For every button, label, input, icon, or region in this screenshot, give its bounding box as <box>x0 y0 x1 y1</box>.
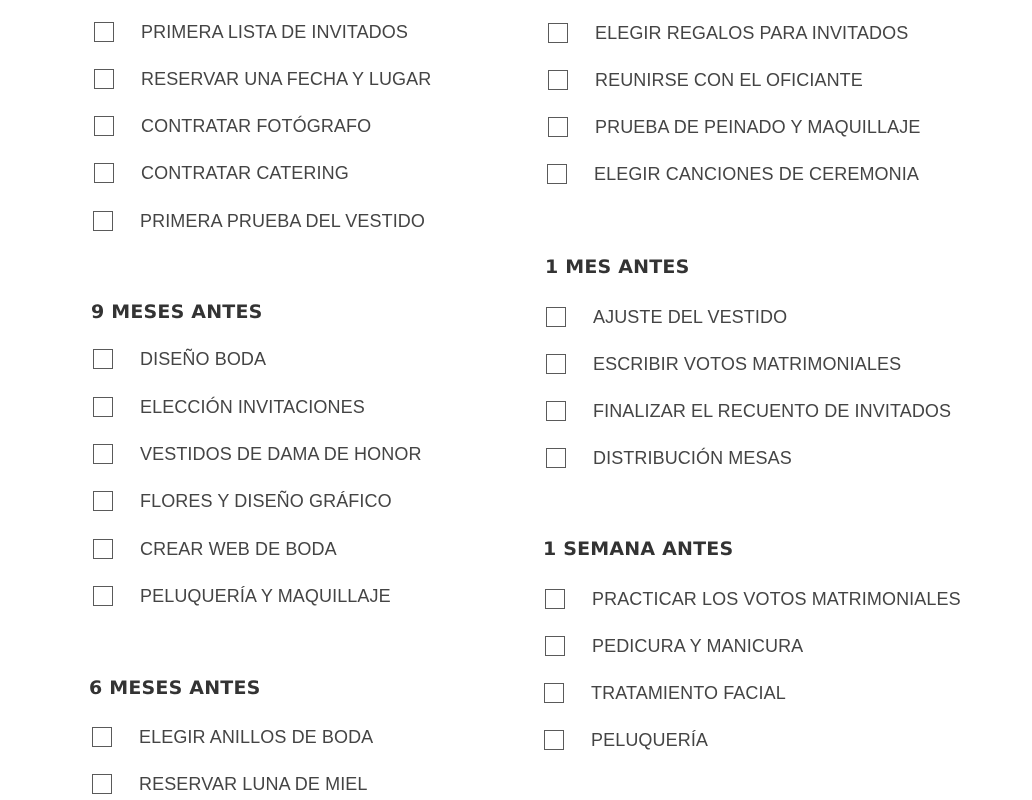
checkbox[interactable] <box>544 683 564 703</box>
checkbox[interactable] <box>547 164 567 184</box>
checklist-item-label: CONTRATAR FOTÓGRAFO <box>141 115 372 136</box>
checkbox[interactable] <box>544 730 564 750</box>
checklist-item[interactable] <box>548 115 920 139</box>
checklist-item[interactable] <box>92 725 373 749</box>
section-title: 1 MES ANTES <box>545 256 690 278</box>
checklist-item-label: PELUQUERÍA Y MAQUILLAJE <box>140 585 391 606</box>
checklist-item[interactable] <box>93 395 365 419</box>
checklist-item[interactable] <box>546 305 787 329</box>
checklist-item-label: ELECCIÓN INVITACIONES <box>140 396 365 417</box>
checklist-item[interactable] <box>93 584 391 608</box>
checkbox[interactable] <box>545 589 565 609</box>
checklist-item-label: ELEGIR REGALOS PARA INVITADOS <box>595 22 909 43</box>
checklist-item[interactable] <box>544 681 786 705</box>
checklist-item[interactable] <box>93 347 266 371</box>
checklist-item-label: VESTIDOS DE DAMA DE HONOR <box>140 443 422 464</box>
checkbox[interactable] <box>93 211 113 231</box>
checklist-item-label: PEDICURA Y MANICURA <box>592 635 804 656</box>
checkbox[interactable] <box>92 774 112 794</box>
checklist-item[interactable] <box>94 161 349 185</box>
checkbox[interactable] <box>546 401 566 421</box>
checklist-item-label: FINALIZAR EL RECUENTO DE INVITADOS <box>593 400 952 421</box>
checklist-item-label: TRATAMIENTO FACIAL <box>591 682 786 703</box>
checklist-item-label: CONTRATAR CATERING <box>141 162 349 183</box>
checklist-item[interactable] <box>93 489 392 513</box>
checklist-item[interactable] <box>548 68 863 92</box>
checklist-item[interactable] <box>93 537 337 561</box>
checklist-item-label: PRIMERA PRUEBA DEL VESTIDO <box>140 210 426 231</box>
checklist-item[interactable] <box>548 21 908 45</box>
checklist-item-label: FLORES Y DISEÑO GRÁFICO <box>140 490 392 511</box>
checklist-item[interactable] <box>94 67 431 91</box>
checklist-item-label: DISEÑO BODA <box>140 348 267 369</box>
checkbox[interactable] <box>94 22 114 42</box>
checklist-item-label: PRIMERA LISTA DE INVITADOS <box>141 21 408 42</box>
checkbox[interactable] <box>94 69 114 89</box>
checklist-item-label: REUNIRSE CON EL OFICIANTE <box>595 69 863 90</box>
checklist-item[interactable] <box>545 587 961 611</box>
checkbox[interactable] <box>93 444 113 464</box>
checkbox[interactable] <box>546 354 566 374</box>
checkbox[interactable] <box>93 397 113 417</box>
checklist-item[interactable] <box>93 209 425 233</box>
checklist-item[interactable] <box>544 728 708 752</box>
section-title: 6 MESES ANTES <box>89 677 261 699</box>
checklist-item-label: PRUEBA DE PEINADO Y MAQUILLAJE <box>595 116 921 137</box>
section-title: 9 MESES ANTES <box>91 301 263 323</box>
checklist-item-label: ELEGIR ANILLOS DE BODA <box>139 726 374 747</box>
checkbox[interactable] <box>548 70 568 90</box>
checkbox[interactable] <box>94 163 114 183</box>
checkbox[interactable] <box>92 727 112 747</box>
checkbox[interactable] <box>93 491 113 511</box>
section-title: 1 SEMANA ANTES <box>543 538 734 560</box>
checklist-item-label: DISTRIBUCIÓN MESAS <box>593 447 792 468</box>
checkbox[interactable] <box>93 586 113 606</box>
checklist-item[interactable] <box>94 114 371 138</box>
checkbox[interactable] <box>546 448 566 468</box>
checklist-item[interactable] <box>545 634 803 658</box>
checklist-item[interactable] <box>92 772 368 796</box>
checklist-item-label: ELEGIR CANCIONES DE CEREMONIA <box>594 163 919 184</box>
checklist-item[interactable] <box>546 352 901 376</box>
checklist-item[interactable] <box>93 442 422 466</box>
checkbox[interactable] <box>93 349 113 369</box>
checkbox[interactable] <box>546 307 566 327</box>
checklist-item[interactable] <box>547 162 919 186</box>
checklist-item[interactable] <box>546 399 951 423</box>
checklist-item-label: CREAR WEB DE BODA <box>140 538 337 559</box>
checklist-item-label: PELUQUERÍA <box>591 729 709 750</box>
checkbox[interactable] <box>545 636 565 656</box>
checkbox[interactable] <box>548 117 568 137</box>
checklist-item-label: AJUSTE DEL VESTIDO <box>593 306 788 327</box>
checklist-item[interactable] <box>94 20 408 44</box>
checklist-item[interactable] <box>546 446 792 470</box>
checklist-item-label: PRACTICAR LOS VOTOS MATRIMONIALES <box>592 588 961 609</box>
checklist-item-label: ESCRIBIR VOTOS MATRIMONIALES <box>593 353 902 374</box>
checkbox[interactable] <box>93 539 113 559</box>
checkbox[interactable] <box>548 23 568 43</box>
checkbox[interactable] <box>94 116 114 136</box>
checklist-item-label: RESERVAR LUNA DE MIEL <box>139 773 368 794</box>
checklist-item-label: RESERVAR UNA FECHA Y LUGAR <box>141 68 432 89</box>
